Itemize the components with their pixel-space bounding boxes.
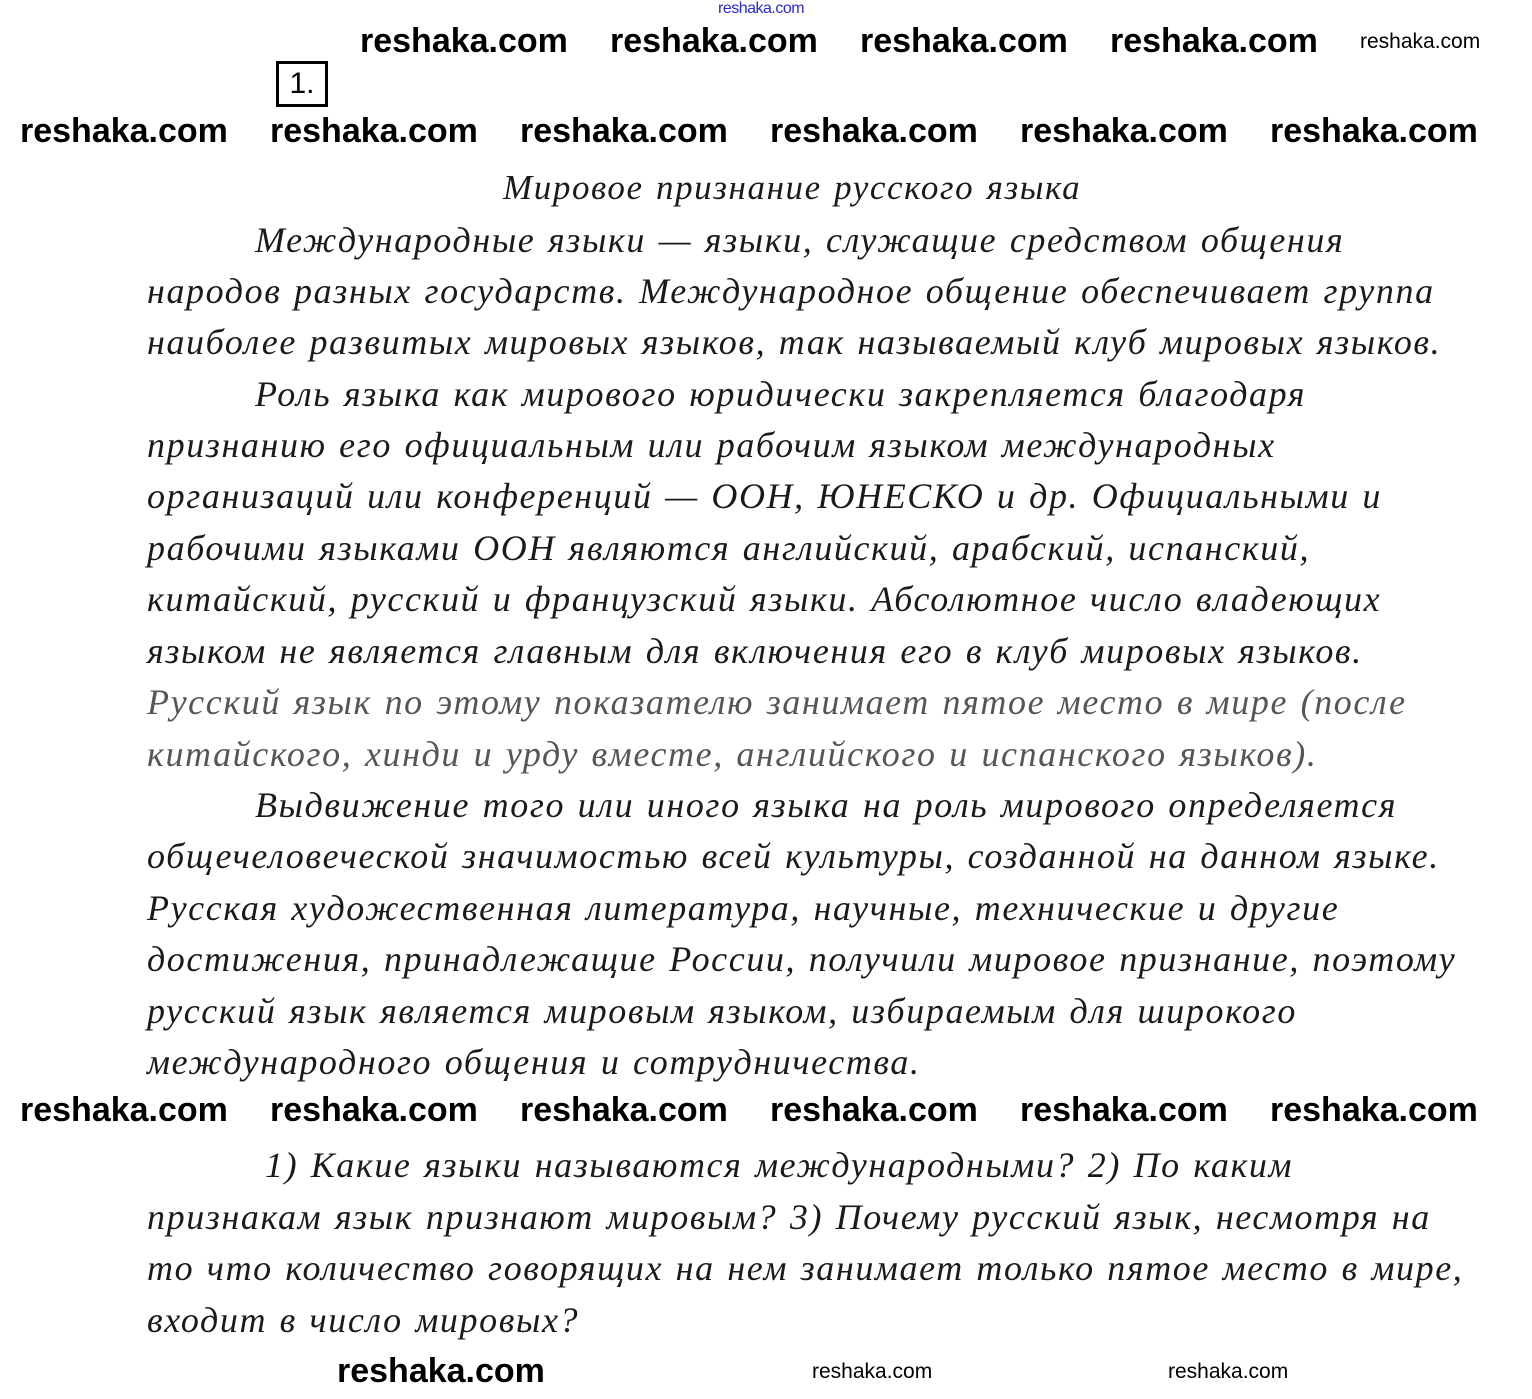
question-line: 1) Какие языки называются международными? 2) По каким xyxy=(265,1145,1294,1185)
text-line: Роль языка как мирового юридически закрепляется благодаря xyxy=(255,374,1307,414)
watermark: reshaka.com xyxy=(360,22,568,60)
text-line: Международные языки — языки, служащие средством общения xyxy=(255,220,1345,260)
watermark: reshaka.com xyxy=(520,1091,728,1129)
text-line: Выдвижение того или иного языка на роль мирового определяется xyxy=(255,785,1398,825)
text-line: общечеловеческой значимостью всей культуры, созданной на данном языке. xyxy=(147,836,1440,876)
text-line: признанию его официальным или рабочим языком международных xyxy=(147,425,1276,465)
text-title: Мировое признание русского языка xyxy=(503,168,1082,207)
question-line: то что количество говорящих на нем занимает только пятое место в мире, xyxy=(147,1248,1464,1288)
text-line: китайский, русский и французский языки. Абсолютное число владеющих xyxy=(147,579,1382,619)
watermark: reshaka.com xyxy=(1270,1091,1478,1129)
watermark: reshaka.com xyxy=(270,112,478,150)
text-line: народов разных государств. Международное общение обеспечивает группа xyxy=(147,271,1435,311)
text-line: рабочими языками ООН являются английский, арабский, испанский, xyxy=(147,528,1311,568)
exercise-number: 1. xyxy=(276,61,328,107)
text-line: китайского, хинди и урду вместе, английского и испанского языков). xyxy=(147,734,1318,774)
text-line: языком не является главным для включения его в клуб мировых языков. xyxy=(147,631,1363,671)
watermark: reshaka.com xyxy=(770,112,978,150)
text-line: международного общения и сотрудничества. xyxy=(147,1042,921,1082)
text-line: Русская художественная литература, научные, технические и другие xyxy=(147,888,1340,928)
text-line: наиболее развитых мировых языков, так называемый клуб мировых языков. xyxy=(147,322,1442,362)
watermark: reshaka.com xyxy=(1168,1360,1289,1383)
text-line: достижения, принадлежащие России, получили мировое признание, поэтому xyxy=(147,939,1457,979)
watermark: reshaka.com xyxy=(1020,112,1228,150)
watermark: reshaka.com xyxy=(770,1091,978,1129)
text-line: Русский язык по этому показателю занимает пятое место в мире (после xyxy=(147,682,1407,722)
watermark: reshaka.com xyxy=(270,1091,478,1129)
watermark: reshaka.com xyxy=(1020,1091,1228,1129)
question-line: входит в число мировых? xyxy=(147,1300,580,1340)
watermark: reshaka.com xyxy=(812,1360,933,1383)
watermark: reshaka.com xyxy=(1270,112,1478,150)
text-line: русский язык является мировым языком, избираемым для широкого xyxy=(147,991,1297,1031)
text-line: организаций или конференций — ООН, ЮНЕСКО и др. Официальными и xyxy=(147,476,1382,516)
watermark: reshaka.com xyxy=(520,112,728,150)
question-line: признакам язык признают мировым? 3) Почему русский язык, несмотря на xyxy=(147,1197,1431,1237)
watermark: reshaka.com xyxy=(20,1091,228,1129)
header-watermark-link[interactable]: reshaka.com xyxy=(718,0,805,17)
watermark: reshaka.com xyxy=(1360,30,1481,53)
watermark: reshaka.com xyxy=(337,1352,545,1390)
watermark: reshaka.com xyxy=(860,22,1068,60)
watermark: reshaka.com xyxy=(1110,22,1318,60)
watermark: reshaka.com xyxy=(20,112,228,150)
watermark: reshaka.com xyxy=(610,22,818,60)
